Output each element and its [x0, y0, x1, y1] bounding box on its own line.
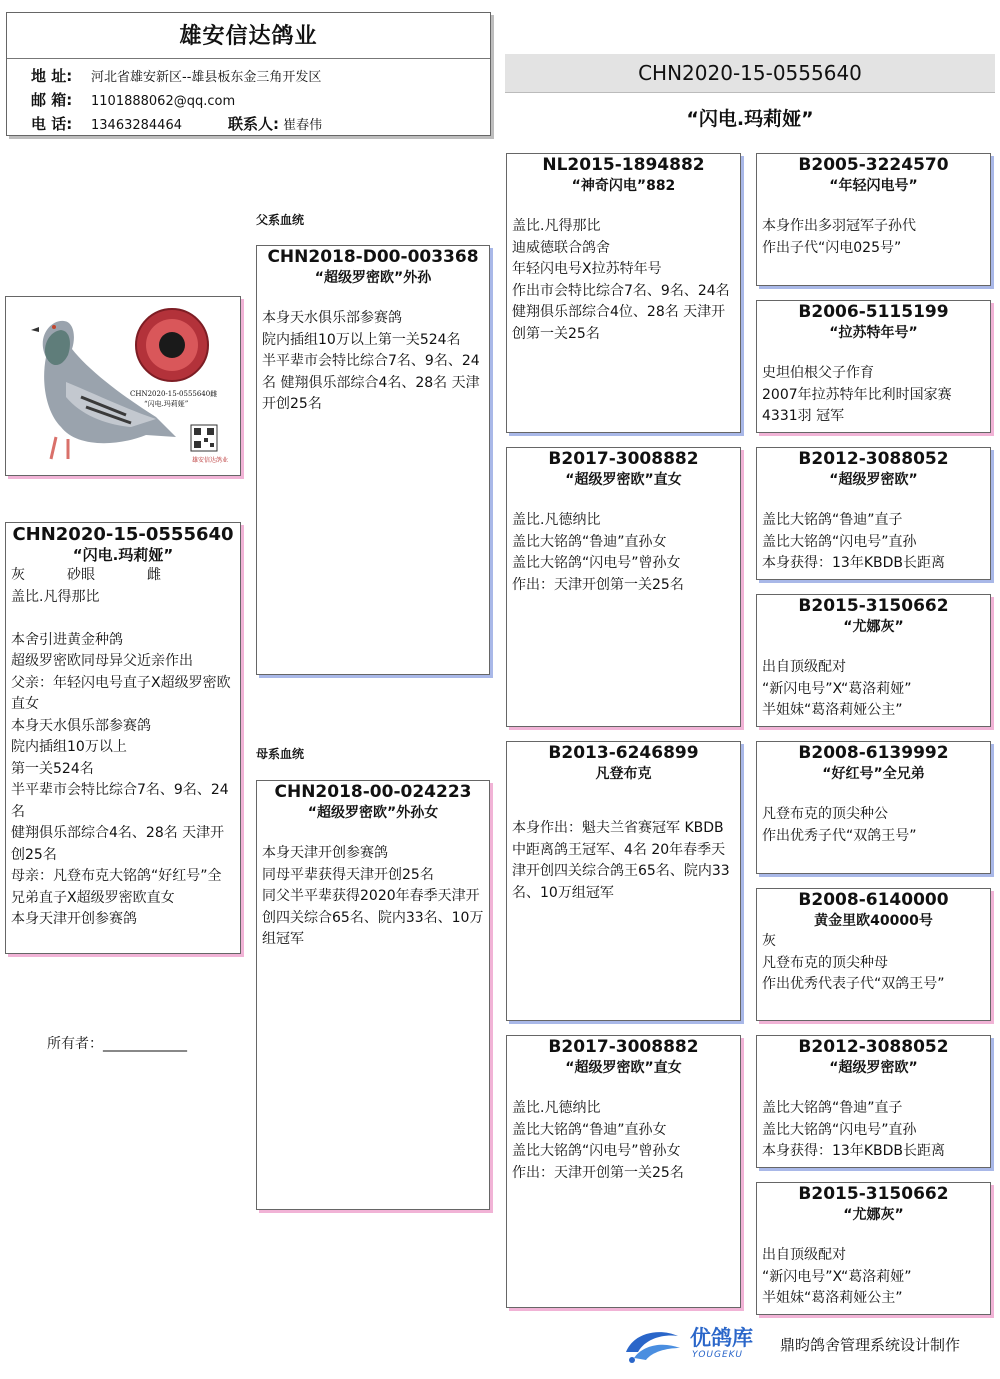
note-line: 本身作出：魁夫兰省赛冠军 KBDB中距离鸽王冠军、4名 20年春季天津开创四关综合鸽王65名、院内33名、10万组冠军	[512, 820, 730, 901]
dam-section-label: 母系血统	[256, 747, 305, 761]
note-line: 迪威德联合鸽舍	[512, 239, 610, 256]
logo-text-en: YOUGEKU	[692, 1350, 744, 1360]
gen3-ring: B2015-3150662	[798, 596, 949, 616]
contact: 崔春伟	[283, 118, 323, 133]
photo-caption-ring: CHN2020-15-0555640雌	[130, 390, 218, 398]
gen3-card-4	[756, 594, 991, 727]
subject-note-line: 半平辈市会特比综合7名、9名、24名	[11, 782, 229, 820]
note-line: 盖比大铭鸽“闪电号”曾孙女	[512, 555, 681, 571]
note-line: 作出子代“闪电025号”	[762, 239, 902, 256]
pigeon-illustration	[6, 297, 240, 475]
note-line: 本身天津开创参赛鸽	[262, 845, 388, 861]
note-line: “新闪电号”X“葛洛莉娅”	[762, 1268, 912, 1285]
note-line: 作出：天津开创第一关25名	[512, 1164, 684, 1181]
gen3-notes	[757, 804, 990, 847]
gen3-ring: B2005-3224570	[798, 155, 949, 175]
subject-note-line: 第一关524名	[11, 760, 94, 777]
gen3-notes	[757, 1245, 990, 1310]
title-bar	[505, 54, 995, 93]
gen3-ring: B2012-3088052	[798, 449, 949, 469]
subject-notes	[11, 587, 235, 931]
gen2-ring: B2017-3008882	[548, 1037, 699, 1057]
owner-line	[47, 1033, 187, 1053]
gen3-name: “尤娜灰”	[843, 1207, 904, 1223]
address-label: 地 址:	[31, 67, 73, 85]
note-line: “新闪电号”X“葛洛莉娅”	[762, 680, 912, 697]
subject-color: 灰	[11, 567, 25, 583]
note-line: 作出优秀代表子代“双鸽王号”	[762, 976, 945, 992]
note-line: 2007年拉苏特年比利时国家赛4331羽 冠军	[762, 386, 952, 424]
photo-stamp: 雄安信达鸽业	[192, 457, 229, 464]
subject-note-line: 本舍引进黄金种鸽	[11, 631, 123, 648]
subject-card	[5, 522, 241, 954]
note-line: 盖比大铭鸽“鲁迪”直子	[762, 512, 903, 528]
dam-notes	[257, 843, 489, 951]
owner-blank: ____________	[103, 1036, 187, 1052]
gen3-name: “好红号”全兄弟	[822, 766, 925, 782]
gen2-card-1	[506, 153, 741, 433]
gen3-notes	[757, 1098, 990, 1163]
note-line: 盖比.凡得那比	[512, 218, 601, 234]
note-line: 盖比大铭鸽“鲁迪”直子	[762, 1100, 903, 1116]
gen3-card-1	[756, 153, 991, 286]
title-name: “闪电.玛莉娅”	[686, 108, 814, 130]
gen2-name: “超级罗密欧”直女	[565, 472, 682, 488]
note-line: 盖比大铭鸽“闪电号”直孙	[762, 1121, 917, 1138]
photo-caption-name: “闪电.玛莉娅”	[144, 400, 189, 408]
note-line: 盖比大铭鸽“闪电号”直孙	[762, 533, 917, 550]
title-ring: CHN2020-15-0555640	[638, 61, 862, 85]
loft-name: 雄安信达鸽业	[179, 24, 318, 49]
sire-card	[256, 245, 490, 675]
gen3-ring: B2006-5115199	[798, 302, 949, 322]
owner-label: 所有者：	[47, 1036, 103, 1052]
gen3-card-7	[756, 1035, 991, 1168]
subject-sex: 雌	[147, 567, 161, 583]
contact-label: 联系人:	[228, 115, 279, 133]
gen2-notes	[507, 1098, 740, 1184]
subject-note-line: 健翔俱乐部综合4名、28名 天津开创25名	[11, 825, 225, 863]
subject-eye: 砂眼	[67, 567, 95, 583]
email: 1101888062@qq.com	[91, 94, 236, 109]
note-line: 本身获得：13年KBDB长距离	[762, 1143, 945, 1159]
gen3-notes	[757, 510, 990, 575]
sire-notes	[257, 308, 489, 416]
gen2-card-3	[506, 741, 741, 1021]
note-line: 凡登布克的顶尖种母	[762, 954, 888, 971]
gen3-notes	[757, 931, 990, 996]
note-line: 作出市会特比综合7名、9名、24名 健翔俱乐部综合4位、28名 天津开创第一关25名	[512, 282, 730, 342]
note-line: 盖比大铭鸽“闪电号”曾孙女	[512, 1143, 681, 1159]
gen3-name: “年轻闪电号”	[829, 178, 918, 194]
gen3-name: “尤娜灰”	[843, 619, 904, 635]
gen3-name: “超级罗密欧”	[829, 472, 918, 488]
sire-section-label: 父系血统	[256, 213, 305, 227]
gen3-name: “拉苏特年号”	[829, 325, 918, 341]
gen3-card-5	[756, 741, 991, 874]
dam-name: “超级罗密欧”外孙女	[307, 805, 439, 821]
note-line: 同父半平辈获得2020年春季天津开创四关综合65名、院内33名、10万组冠军	[262, 888, 484, 947]
sire-name: “超级罗密欧”外孙	[314, 270, 432, 286]
phone-label: 电 话:	[31, 115, 73, 133]
subject-note-line	[11, 608, 235, 630]
note-line: 盖比.凡德纳比	[512, 1100, 601, 1116]
note-line: 盖比大铭鸽“鲁迪”直孙女	[512, 1121, 667, 1138]
gen2-ring: B2017-3008882	[548, 449, 699, 469]
subject-note-line: 本身天水俱乐部参赛鸽	[11, 717, 151, 734]
footer-credit: 鼎昀鸽舍管理系统设计制作	[780, 1336, 961, 1354]
gen2-name: 凡登布克	[595, 766, 652, 782]
gen2-ring: NL2015-1894882	[542, 155, 705, 175]
subject-note-line: 超级罗密欧同母异父近亲作出	[11, 653, 193, 669]
note-line: 盖比.凡德纳比	[512, 512, 601, 528]
note-line: 凡登布克的顶尖种公	[762, 806, 888, 822]
subject-ring: CHN2020-15-0555640	[12, 524, 234, 545]
gen3-card-8	[756, 1182, 991, 1315]
subject-note-line: 父亲：年轻闪电号直子X超级罗密欧直女	[11, 674, 231, 712]
gen2-ring: B2013-6246899	[548, 743, 699, 763]
gen3-card-6	[756, 888, 991, 1021]
gen3-ring: B2008-6140000	[798, 890, 949, 910]
gen3-notes	[757, 657, 990, 722]
logo-text-cn: 优鸽库	[690, 1326, 753, 1350]
note-line: 作出优秀子代“双鸽王号”	[762, 827, 917, 844]
gen2-name: “神奇闪电”882	[571, 178, 676, 194]
gen3-notes	[757, 216, 990, 259]
yougeku-logo-icon	[620, 1322, 684, 1366]
note-line: 盖比大铭鸽“鲁迪”直孙女	[512, 533, 667, 550]
gen3-card-3	[756, 447, 991, 580]
gen3-name: “超级罗密欧”	[829, 1060, 918, 1076]
note-line: 年轻闪电号X拉苏特年号	[512, 261, 662, 277]
gen3-ring: B2012-3088052	[798, 1037, 949, 1057]
note-line: 本身获得：13年KBDB长距离	[762, 555, 945, 571]
gen3-card-2	[756, 300, 991, 433]
gen3-ring: B2015-3150662	[798, 1184, 949, 1204]
dam-card	[256, 780, 490, 1210]
gen2-card-2	[506, 447, 741, 727]
gen3-ring: B2008-6139992	[798, 743, 949, 763]
gen3-name: 黄金里欧40000号	[814, 913, 933, 929]
subject-name: “闪电.玛莉娅”	[72, 546, 174, 564]
email-label: 邮 箱:	[31, 91, 73, 109]
gen2-notes	[507, 818, 740, 904]
note-line: 史坦伯根父子作育	[762, 365, 874, 381]
footer	[620, 1322, 990, 1366]
note-line: 出自顶级配对	[762, 1247, 846, 1263]
note-line: 本身天水俱乐部参赛鸽	[262, 310, 402, 326]
note-line: 本身作出多羽冠军子孙代	[762, 218, 916, 234]
note-line: 出自顶级配对	[762, 659, 846, 675]
note-line: 同母平辈获得天津开创25名	[262, 866, 434, 883]
gen2-card-4	[506, 1035, 741, 1308]
note-line: 半姐妹“葛洛莉娅公主”	[762, 702, 903, 718]
gen2-notes	[507, 216, 740, 345]
subject-note-line: 本身天津开创参赛鸽	[11, 911, 137, 927]
note-line: 半姐妹“葛洛莉娅公主”	[762, 1290, 903, 1306]
sire-ring: CHN2018-D00-003368	[267, 247, 479, 267]
gen2-name: “超级罗密欧”直女	[565, 1060, 682, 1076]
dam-ring: CHN2018-00-024223	[274, 782, 472, 802]
address: 河北省雄安新区--雄县板东金三角开发区	[91, 70, 322, 85]
subject-note-line: 母亲：凡登布克大铭鸽“好红号”全兄弟直子X超级罗密欧直女	[11, 868, 222, 906]
subject-note-line: 盖比.凡得那比	[11, 588, 100, 605]
note-line: 院内插组10万以上第一关524名	[262, 331, 461, 348]
phone: 13463284464	[91, 118, 182, 133]
gen2-notes	[507, 510, 740, 596]
gen3-notes	[757, 363, 990, 428]
note-line: 灰	[762, 933, 776, 949]
pigeon-photo	[5, 296, 241, 476]
note-line: 作出：天津开创第一关25名	[512, 576, 684, 593]
note-line: 半平辈市会特比综合7名、9名、24名 健翔俱乐部综合4名、28名 天津开创25名	[262, 353, 480, 412]
loft-header	[6, 12, 491, 136]
subject-note-line: 院内插组10万以上	[11, 739, 127, 755]
